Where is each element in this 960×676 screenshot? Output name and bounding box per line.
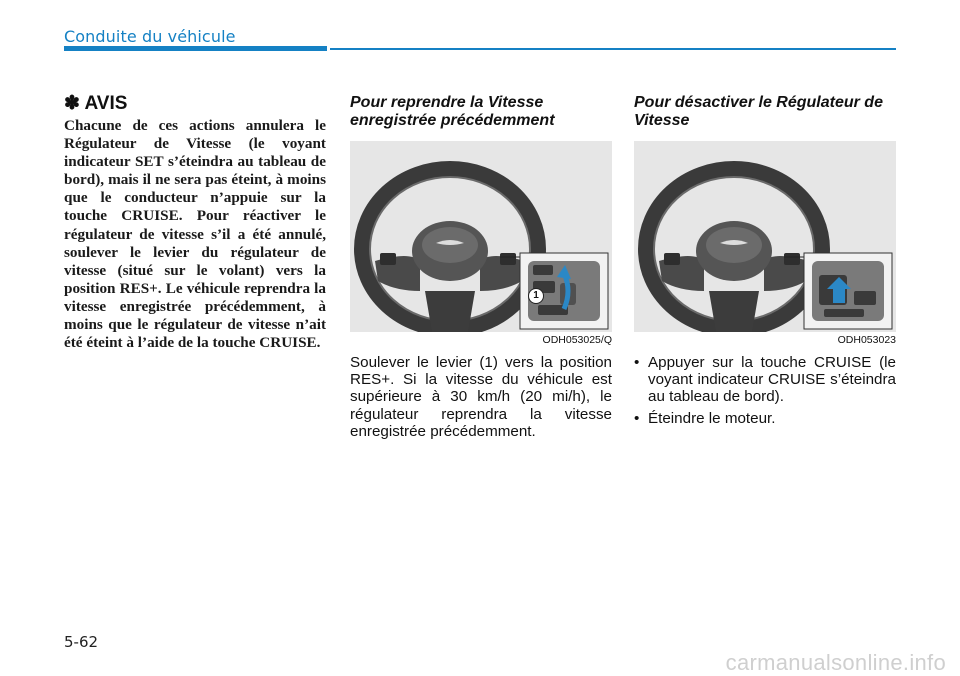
list-item: • Éteindre le moteur. bbox=[634, 410, 896, 427]
header-rule-thick bbox=[64, 46, 327, 51]
avis-heading: ✽ AVIS bbox=[64, 93, 128, 114]
section-header-title: Conduite du véhicule bbox=[64, 27, 236, 46]
resume-body: Soulever le levier (1) vers la position RES+. Si la vitesse du véhicule est supérieure à 30 km/h (20 mi/h), le régulateur reprendra la vitesse enregistrée précédemment. bbox=[350, 354, 612, 440]
deactivate-image-caption: ODH053023 bbox=[837, 334, 896, 346]
page-number: 5-62 bbox=[64, 633, 99, 651]
header-rule-thin bbox=[330, 48, 896, 50]
callout-circle: 1 bbox=[528, 288, 544, 304]
list-item: • Appuyer sur la touche CRUISE (le voyant indicateur CRUISE s’éteindra au tableau de bord). bbox=[634, 354, 896, 406]
watermark: carmanualsonline.info bbox=[725, 650, 946, 675]
deactivate-steering-wheel-image bbox=[634, 141, 896, 332]
deactivate-bullet-list bbox=[634, 354, 896, 431]
resume-steering-wheel-image bbox=[350, 141, 612, 332]
deactivate-heading: Pour désactiver le Régulateur de Vitesse bbox=[634, 94, 883, 129]
resume-image-caption: ODH053025/Q bbox=[542, 334, 612, 346]
avis-body: Chacune de ces actions annulera le Régulateur de Vitesse (le voyant indicateur SET s’éteindra au tableau de bord), mais il ne sera pas éteint, à moins que le conducteur n’appuie sur la touche CRUISE. Pour réactiver le régulateur de vitesse s’il a été annulé, soulever le levier du régulateur de vitesse (situé sur le volant) vers la position RES+. Le véhicule reprendra la vitesse enregistrée précédemment, à moins que le régulateur de vitesse n’ait été éteint à l’aide de la touche CRUISE. bbox=[64, 117, 326, 352]
resume-heading: Pour reprendre la Vitesse enregistrée précédemment bbox=[350, 94, 555, 129]
